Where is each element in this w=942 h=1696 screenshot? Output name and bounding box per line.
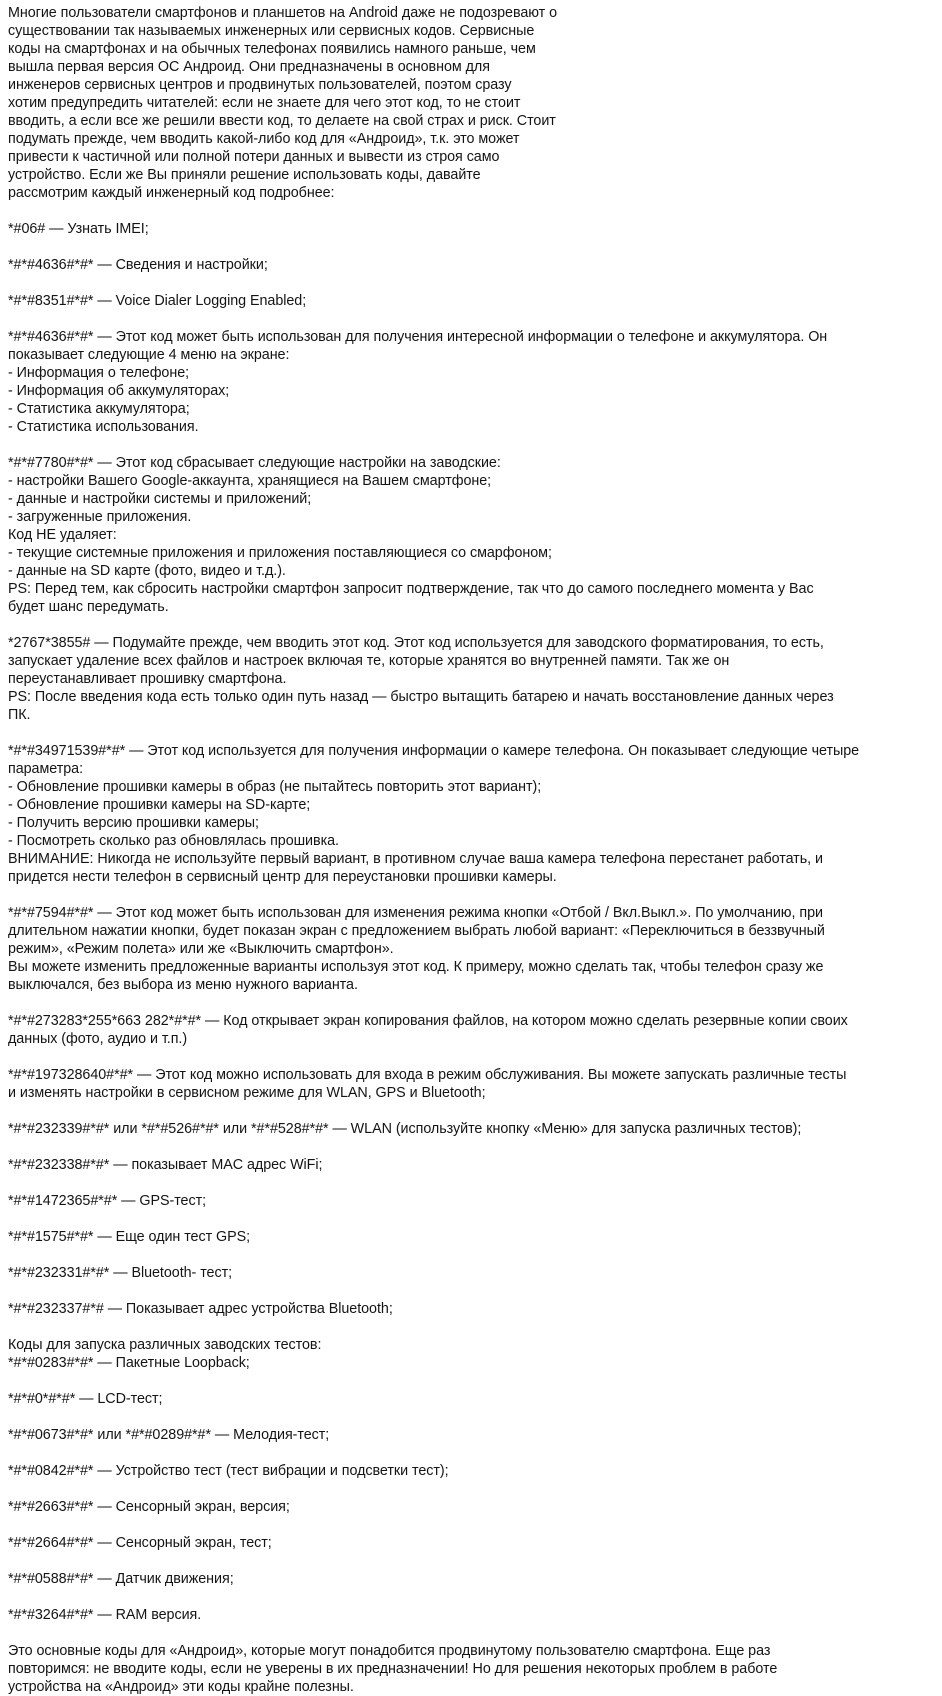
- text-line: - данные на SD карте (фото, видео и т.д.).: [8, 563, 286, 579]
- text-line: устройства на «Андроид» эти коды крайне полезны.: [8, 1679, 354, 1695]
- text-line: *#*#232338#*#* — показывает MAC адрес WiFi;: [8, 1157, 323, 1173]
- text-line: устройство. Если же Вы приняли решение использовать коды, давайте: [8, 167, 481, 183]
- text-line: - Информация о телефоне;: [8, 365, 190, 381]
- text-line: Коды для запуска различных заводских тестов:: [8, 1337, 322, 1353]
- text-line: *#*#3264#*#* — RAM версия.: [8, 1607, 202, 1623]
- text-line: будет шанс передумать.: [8, 599, 169, 615]
- text-line: Вы можете изменить предложенные варианты используя этот код. К примеру, можно сделать так, чтобы телефон сразу же: [8, 959, 824, 975]
- paragraph-spacer: [8, 1444, 938, 1462]
- text-line: - Получить версию прошивки камеры;: [8, 815, 259, 831]
- text-line: существовании так называемых инженерных или сервисных кодов. Сервисные: [8, 23, 535, 39]
- text-line: ПК.: [8, 707, 31, 723]
- text-line: придется нести телефон в сервисный центр для переустановки прошивки камеры.: [8, 869, 557, 885]
- paragraph-spacer: [8, 1480, 938, 1498]
- text-line: *#*#4636#*#* — Сведения и настройки;: [8, 257, 268, 273]
- text-line: *#*#232337#*# — Показывает адрес устройства Bluetooth;: [8, 1301, 393, 1317]
- paragraph-spacer: [8, 202, 938, 220]
- paragraph-spacer: [8, 994, 938, 1012]
- paragraph-spacer: [8, 616, 938, 634]
- text-line: Это основные коды для «Андроид», которые могут понадобится продвинутому пользователю смартфона. Еще раз: [8, 1643, 771, 1659]
- text-line: - текущие системные приложения и приложения поставляющиеся со смарфоном;: [8, 545, 552, 561]
- paragraph-spacer: [8, 1372, 938, 1390]
- text-line: запускает удаление всех файлов и настроек включая те, которые хранятся во внутренней памяти. Так же он: [8, 653, 730, 669]
- text-line: *#*#7594#*#* — Этот код может быть использован для изменения режима кнопки «Отбой / Вкл.Выкл.». По умолчанию, при: [8, 905, 823, 921]
- text-line: подумать прежде, чем вводить какой-либо код для «Андроид», т.к. это может: [8, 131, 520, 147]
- text-line: *#*#273283*255*663 282*#*#* — Код открывает экран копирования файлов, на котором можно сделать резервные копии своих: [8, 1013, 848, 1029]
- text-line: инженеров сервисных центров и продвинутых пользователей, поэтом сразу: [8, 77, 512, 93]
- text-line: *#*#1472365#*#* — GPS-тест;: [8, 1193, 207, 1209]
- text-line: *#*#2663#*#* — Сенсорный экран, версия;: [8, 1499, 290, 1515]
- text-line: *#*#232339#*#* или *#*#526#*#* или *#*#528#*#* — WLAN (используйте кнопку «Меню» для запуска различных тестов);: [8, 1121, 802, 1137]
- text-line: *#*#232331#*#* — Bluetooth- тест;: [8, 1265, 233, 1281]
- paragraph-spacer: [8, 1102, 938, 1120]
- text-line: - Обновление прошивки камеры в образ (не пытайтесь повторить этот вариант);: [8, 779, 542, 795]
- text-line: *#*#0673#*#* или *#*#0289#*#* — Мелодия-тест;: [8, 1427, 330, 1443]
- paragraph-spacer: [8, 1282, 938, 1300]
- text-line: длительном нажатии кнопки, будет показан экран с предложением выбрать любой вариант: «Переключиться в беззвучный: [8, 923, 825, 939]
- text-line: *#*#2664#*#* — Сенсорный экран, тест;: [8, 1535, 272, 1551]
- text-line: *#*#1575#*#* — Еще один тест GPS;: [8, 1229, 251, 1245]
- text-line: ВНИМАНИЕ: Никогда не используйте первый вариант, в противном случае ваша камера телефона перестанет работать, и: [8, 851, 823, 867]
- text-line: *#*#0*#*#* — LCD-тест;: [8, 1391, 163, 1407]
- paragraph-spacer: [8, 1048, 938, 1066]
- text-line: *2767*3855# — Подумайте прежде, чем вводить этот код. Этот код используется для заводского форматирования, то есть,: [8, 635, 824, 651]
- text-line: *#06# — Узнать IMEI;: [8, 221, 149, 237]
- text-line: PS: После введения кода есть только один путь назад — быстро вытащить батарею и начать восстановление данных через: [8, 689, 834, 705]
- article-text: [8, 4, 938, 1696]
- text-line: - данные и настройки системы и приложений;: [8, 491, 312, 507]
- paragraph-spacer: [8, 238, 938, 256]
- text-line: режим», «Режим полета» или же «Выключить смартфон».: [8, 941, 394, 957]
- paragraph-spacer: [8, 1624, 938, 1642]
- text-line: вводить, а если все же решили ввести код, то делаете на свой страх и риск. Стоит: [8, 113, 556, 129]
- text-line: и изменять настройки в сервисном режиме для WLAN, GPS и Bluetooth;: [8, 1085, 486, 1101]
- paragraph-spacer: [8, 274, 938, 292]
- paragraph-spacer: [8, 436, 938, 454]
- text-line: рассмотрим каждый инженерный код подробнее:: [8, 185, 335, 201]
- text-line: *#*#7780#*#* — Этот код сбрасывает следующие настройки на заводские:: [8, 455, 501, 471]
- text-line: *#*#0588#*#* — Датчик движения;: [8, 1571, 234, 1587]
- text-line: - загруженные приложения.: [8, 509, 192, 525]
- text-line: данных (фото, аудио и т.п.): [8, 1031, 188, 1047]
- text-line: *#*#0842#*#* — Устройство тест (тест вибрации и подсветки тест);: [8, 1463, 449, 1479]
- text-line: PS: Перед тем, как сбросить настройки смартфон запросит подтверждение, так что до самого последнего момента у Вас: [8, 581, 814, 597]
- paragraph-spacer: [8, 886, 938, 904]
- text-line: - Статистика использования.: [8, 419, 199, 435]
- text-line: Многие пользователи смартфонов и планшетов на Android даже не подозревают о: [8, 5, 558, 21]
- text-line: параметра:: [8, 761, 84, 777]
- text-line: Код НЕ удаляет:: [8, 527, 117, 543]
- paragraph-spacer: [8, 310, 938, 328]
- paragraph-spacer: [8, 1588, 938, 1606]
- paragraph-spacer: [8, 1552, 938, 1570]
- text-line: - Обновление прошивки камеры на SD-карте;: [8, 797, 311, 813]
- text-line: *#*#4636#*#* — Этот код может быть использован для получения интересной информации о телефоне и аккумулятора. Он: [8, 329, 828, 345]
- text-line: *#*#34971539#*#* — Этот код используется для получения информации о камере телефона. Он показывает следующие четыре: [8, 743, 860, 759]
- text-line: привести к частичной или полной потери данных и вывести из строя само: [8, 149, 500, 165]
- paragraph-spacer: [8, 1516, 938, 1534]
- text-line: выключался, без выбора из меню нужного варианта.: [8, 977, 358, 993]
- text-line: *#*#0283#*#* — Пакетные Loopback;: [8, 1355, 250, 1371]
- text-line: - настройки Вашего Google-аккаунта, хранящиеся на Вашем смартфоне;: [8, 473, 492, 489]
- text-line: показывает следующие 4 меню на экране:: [8, 347, 290, 363]
- paragraph-spacer: [8, 1138, 938, 1156]
- text-line: *#*#8351#*#* — Voice Dialer Logging Enabled;: [8, 293, 307, 309]
- text-line: - Статистика аккумулятора;: [8, 401, 190, 417]
- text-line: хотим предупредить читателей: если не знаете для чего этот код, то не стоит: [8, 95, 521, 111]
- text-line: - Информация об аккумуляторах;: [8, 383, 230, 399]
- paragraph-spacer: [8, 724, 938, 742]
- text-line: *#*#197328640#*#* — Этот код можно использовать для входа в режим обслуживания. Вы можете запускать различные тесты: [8, 1067, 847, 1083]
- text-line: повторимся: не вводите коды, если не уверены в их предназначении! Но для решения некоторых проблем в работе: [8, 1661, 778, 1677]
- paragraph-spacer: [8, 1174, 938, 1192]
- paragraph-spacer: [8, 1408, 938, 1426]
- text-line: вышла первая версия ОС Андроид. Они предназначены в основном для: [8, 59, 490, 75]
- paragraph-spacer: [8, 1246, 938, 1264]
- text-line: переустанавливает прошивку смартфона.: [8, 671, 287, 687]
- paragraph-spacer: [8, 1318, 938, 1336]
- text-line: - Посмотреть сколько раз обновлялась прошивка.: [8, 833, 339, 849]
- text-line: коды на смартфонах и на обычных телефонах появились намного раньше, чем: [8, 41, 536, 57]
- paragraph-spacer: [8, 1210, 938, 1228]
